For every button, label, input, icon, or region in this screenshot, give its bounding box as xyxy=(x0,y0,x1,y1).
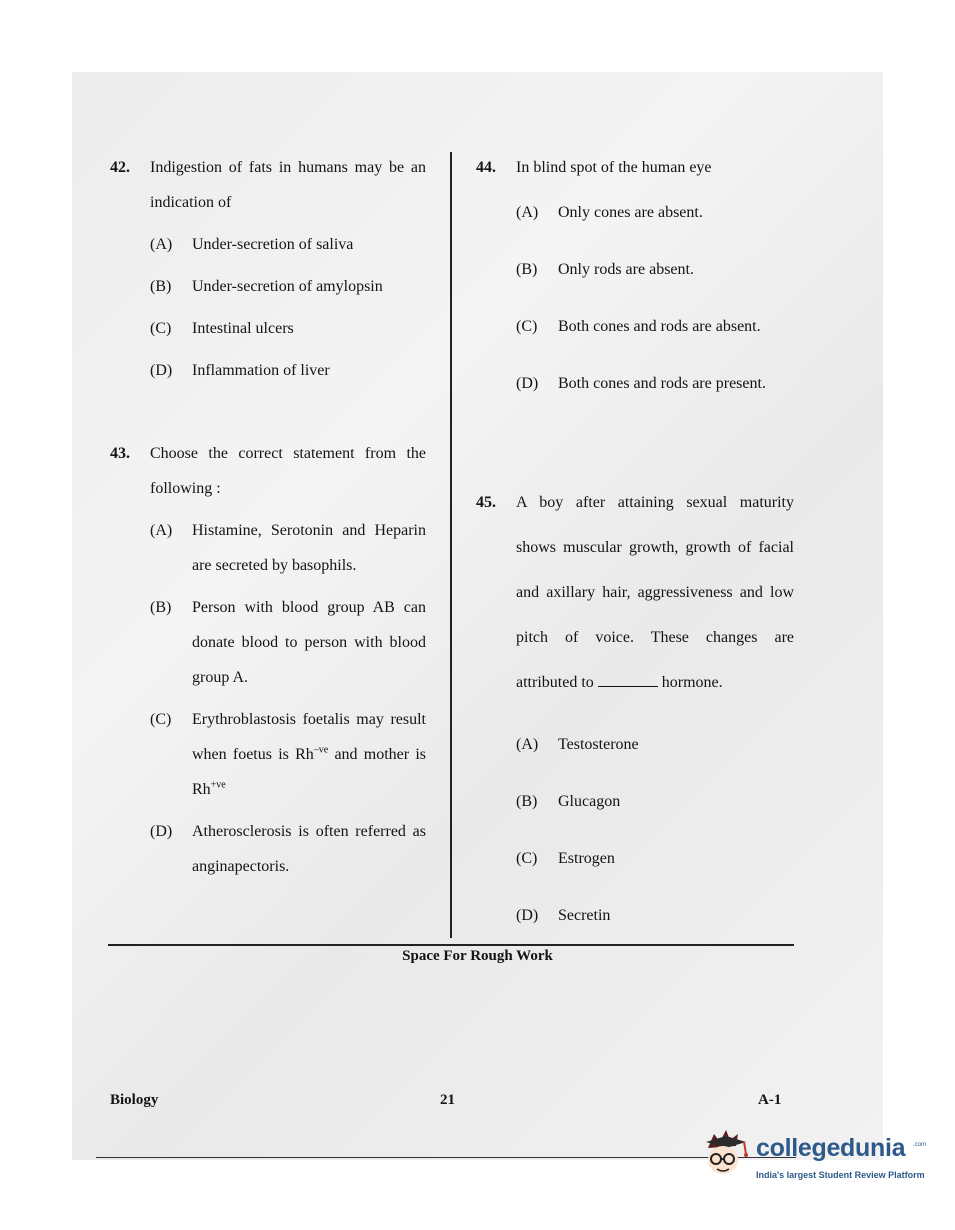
option-45-b: (B) Glucagon xyxy=(516,793,621,810)
option-44-d: (D) Both cones and rods are present. xyxy=(516,375,766,392)
option-43-a: (A) Histamine, Serotonin and Heparin are secreted by basophils. xyxy=(150,522,426,574)
mascot-icon xyxy=(698,1126,754,1182)
question-42 xyxy=(110,150,426,220)
question-44 xyxy=(476,150,794,185)
question-number: 44. xyxy=(476,159,496,176)
question-stem: Choose the correct statement from the following : xyxy=(150,445,426,497)
footer-booklet-code: A-1 xyxy=(758,1092,782,1108)
option-43-b: (B) Person with blood group AB can donate blood to person with blood group A. xyxy=(150,599,426,686)
option-43-c: (C) Erythroblastosis foetalis may result when foetus is $Rh^{-ve}$ and mother is $Rh^{+ve}$ xyxy=(150,711,427,798)
question-number: 42. xyxy=(110,159,130,176)
brand-tagline: India's largest Student Review Platform xyxy=(756,1170,925,1180)
bottom-rule xyxy=(96,1157,796,1158)
option-44-b: (B) Only rods are absent. xyxy=(516,261,694,278)
option-45-d: (D) Secretin xyxy=(516,907,611,924)
footer-subject: Biology xyxy=(110,1092,159,1108)
question-45 xyxy=(476,480,794,705)
option-42-c: (C) Intestinal ulcers xyxy=(150,320,294,337)
question-43 xyxy=(110,436,426,506)
option-44-a: (A) Only cones are absent. xyxy=(516,204,703,221)
option-42-a: (A) Under-secretion of saliva xyxy=(150,236,354,253)
question-stem: In blind spot of the human eye xyxy=(516,159,712,176)
option-42-b: (B) Under-secretion of amylopsin xyxy=(150,278,383,295)
option-45-c: (C) Estrogen xyxy=(516,850,615,867)
answer-blank xyxy=(598,672,658,687)
question-stem: A boy after attaining sexual maturity shows muscular growth, growth of facial and axillary hair, aggressiveness and low pitch of voice. These changes are attributed to hormone. xyxy=(516,494,794,691)
rough-work-label: Space For Rough Work xyxy=(402,948,553,964)
brand-domain: .com xyxy=(913,1142,927,1148)
question-stem: Indigestion of fats in humans may be an indication of xyxy=(150,159,426,211)
footer-page-number: 21 xyxy=(440,1092,455,1108)
column-divider xyxy=(450,152,452,938)
question-number: 43. xyxy=(110,445,130,462)
left-column xyxy=(110,150,426,884)
option-44-c: (C) Both cones and rods are absent. xyxy=(516,318,761,335)
option-45-a: (A) Testosterone xyxy=(516,736,639,753)
option-43-d: (D) Atherosclerosis is often referred as anginapectoris. xyxy=(150,823,426,875)
option-42-d: (D) Inflammation of liver xyxy=(150,362,330,379)
rough-work-divider xyxy=(108,944,794,946)
right-column xyxy=(476,150,794,933)
brand-name: collegedunia xyxy=(756,1134,906,1162)
collegedunia-watermark xyxy=(698,1124,928,1184)
question-number: 45. xyxy=(476,494,496,511)
